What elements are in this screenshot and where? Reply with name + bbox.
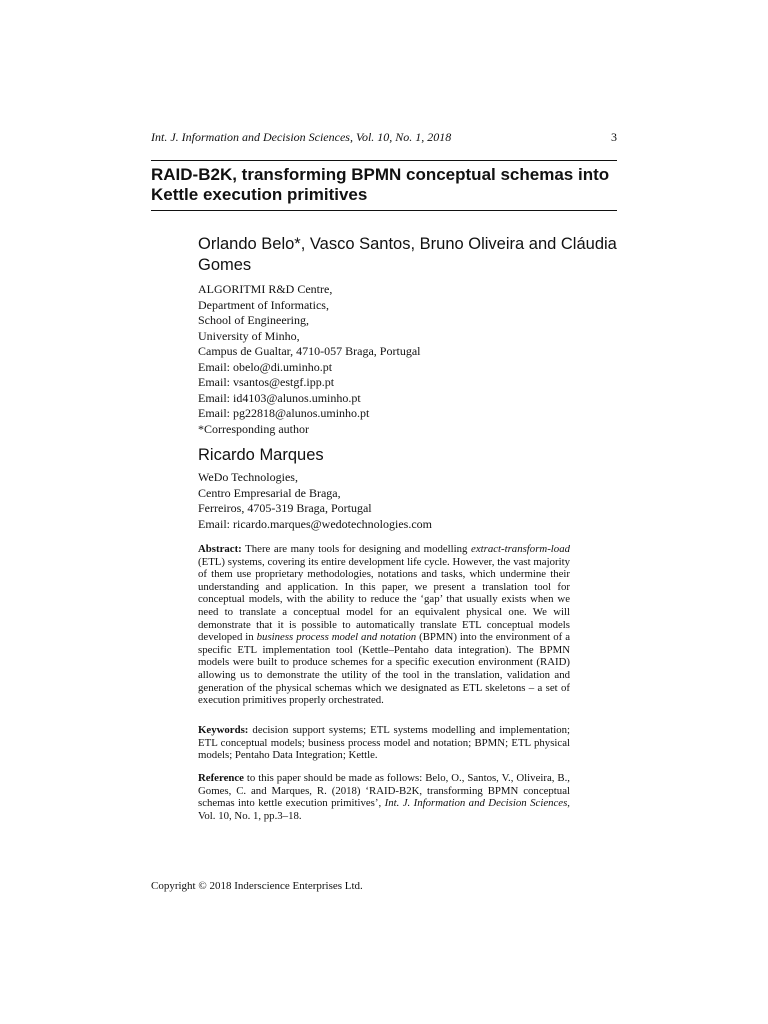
copyright-notice: Copyright © 2018 Inderscience Enterprises Ltd. [151, 880, 363, 892]
running-head [151, 130, 617, 145]
abstract-term-etl: extract-transform-load [471, 543, 570, 555]
title-top-rule [151, 160, 617, 161]
affiliation-line: ALGORITMI R&D Centre, [198, 282, 333, 296]
affiliation-line: University of Minho, [198, 328, 300, 343]
journal-citation: Int. J. Information and Decision Sciences, Vol. 10, No. 1, 2018 [151, 130, 452, 144]
abstract-text: (ETL) systems, covering its entire development life cycle. However, the vast majority of them use proprietary methodologies, notations and tasks, which undermine their understanding and application. In this paper, we present a translation tool for conceptual models, with the ability to reduce the ‘gap’ that usually exists when we need to translate a conceptual model for an equivalent physical one. We will demonstrate that it is possible to automatically translate ETL conceptual models developed in [198, 555, 570, 644]
author-names-2: Ricardo Marques [198, 446, 324, 464]
affiliation-line: School of Engineering, [198, 313, 309, 327]
author-names-1: Orlando Belo*, Vasco Santos, Bruno Oliveira and Cláudia Gomes [198, 235, 617, 274]
affiliation-line: WeDo Technologies, [198, 470, 298, 484]
affiliation-line: Ferreiros, 4705-319 Braga, Portugal [198, 501, 372, 515]
email-line: Email: pg22818@alunos.uminho.pt [198, 406, 370, 420]
keywords [198, 724, 570, 762]
reference-text: , Vol. 10, No. 1, pp.3–18. [198, 797, 570, 822]
affiliation-line: Campus de Gualtar, 4710-057 Braga, Portugal [198, 344, 421, 358]
abstract-label: Abstract: [198, 543, 242, 555]
reference-journal: Int. J. Information and Decision Sciences [384, 797, 568, 810]
page-number: 3 [611, 130, 617, 144]
email-line: Email: id4103@alunos.uminho.pt [198, 390, 361, 405]
email-line: Email: obelo@di.uminho.pt [198, 359, 333, 374]
paper-title: RAID-B2K, transforming BPMN conceptual schemas into Kettle execution primitives [151, 165, 610, 204]
title-bottom-rule [151, 210, 617, 211]
affiliation-line: Centro Empresarial de Braga, [198, 485, 341, 500]
abstract-term-bpmn: business process model and notation [256, 631, 417, 644]
keywords-text: decision support systems; ETL systems modelling and implementation; ETL conceptual models; business process model and notation; BPMN; ETL physical models; Pentaho Data Integration; Kettle. [198, 724, 570, 762]
email-line: Email: ricardo.marques@wedotechnologies.com [198, 516, 432, 531]
abstract-text: (BPMN) into the environment of a specific ETL implementation tool (Kettle–Pentaho data integration). The BPMN models were built to produce schemes for a specific execution environment (RAID) allowing us to demonstrate the utility of the tool in the translation, validation and generation of the physical schemas which we designated as ETL skeletons – a set of execution primitives properly orchestrated. [198, 631, 570, 707]
reference-text: to this paper should be made as follows: Belo, O., Santos, V., Oliveira, B., Gomes, C. and Marques, R. (2018) ‘RAID-B2K, transforming BPMN conceptual schemas into kettle execution primitives’, [198, 772, 570, 810]
email-line: Email: vsantos@estgf.ipp.pt [198, 375, 335, 389]
affiliation-2 [198, 470, 618, 532]
affiliation-line: Department of Informatics, [198, 297, 329, 312]
reference-label: Reference [198, 772, 244, 784]
abstract [198, 543, 570, 707]
keywords-label: Keywords: [198, 724, 249, 736]
corresponding-author-note: *Corresponding author [198, 421, 309, 436]
abstract-text: There are many tools for designing and modelling [241, 543, 472, 555]
affiliation-1 [198, 282, 618, 437]
reference [198, 772, 570, 822]
